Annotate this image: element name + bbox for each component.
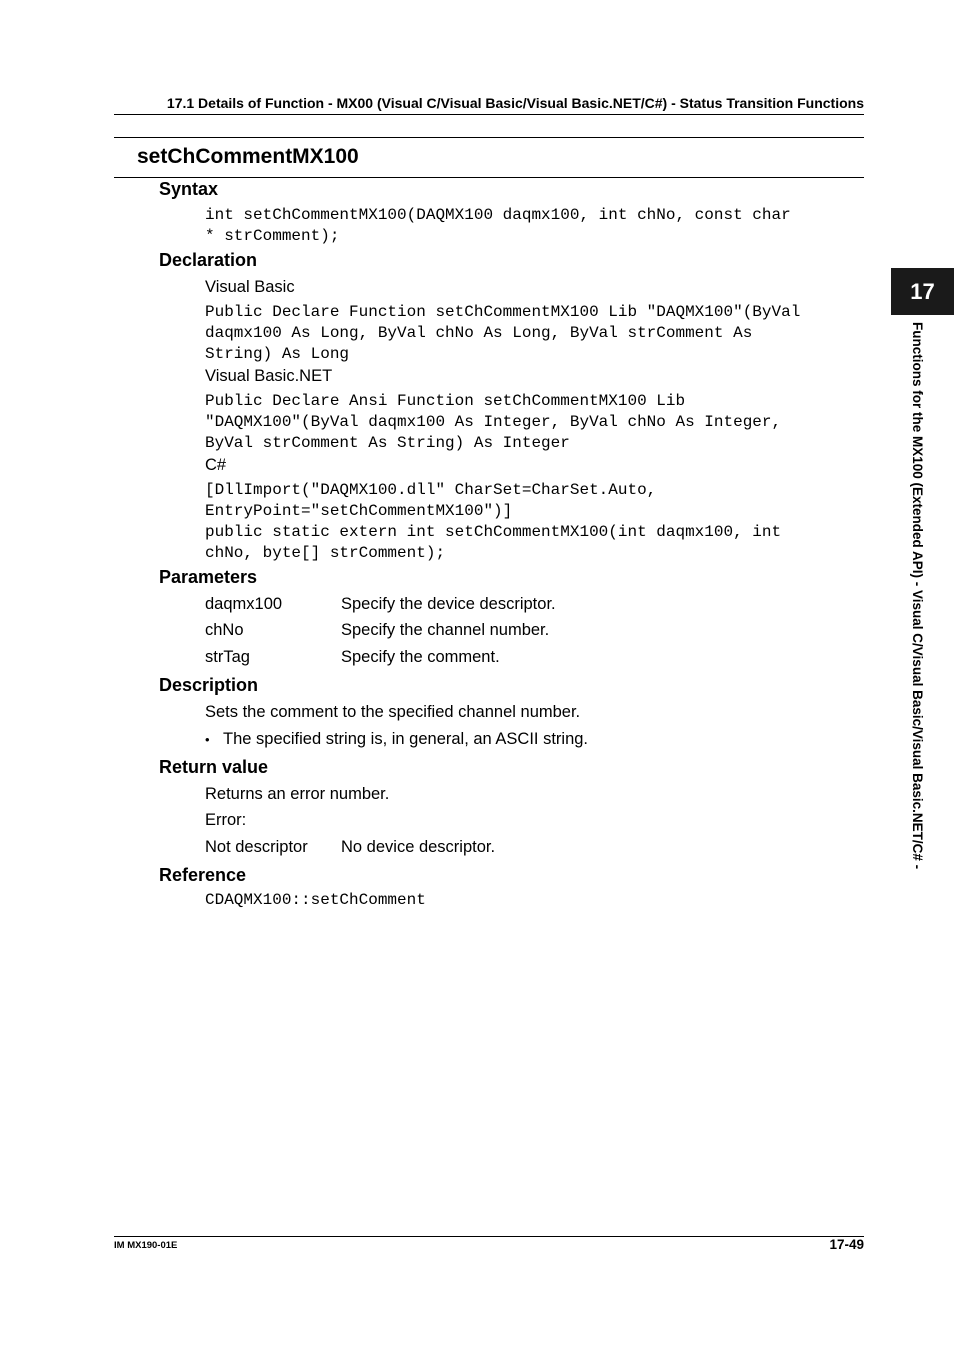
page-number: 17-49 — [829, 1237, 864, 1252]
description-text: Sets the comment to the specified channel number. — [205, 703, 581, 721]
page-title: setChCommentMX100 — [137, 145, 359, 168]
running-header: 17.1 Details of Function - MX00 (Visual C/Visual Basic/Visual Basic.NET/C#) - Status Transition Functions — [166, 95, 864, 111]
param-name: chNo — [205, 621, 244, 639]
return-text: Returns an error number. — [205, 785, 390, 803]
vbnet-code: Public Declare Ansi Function setChCommentMX100 Lib "DAQMX100"(ByVal daqmx100 As Integer, ByVal chNo As Integer, ByVal strComment As String) As Integer — [205, 392, 782, 452]
parameters-heading: Parameters — [159, 567, 258, 587]
chapter-tab: 17 — [891, 268, 954, 315]
vb-label: Visual Basic — [205, 278, 295, 296]
param-desc: Specify the device descriptor. — [341, 595, 556, 613]
return-heading: Return value — [159, 757, 269, 777]
reference-heading: Reference — [159, 865, 247, 885]
param-desc: Specify the channel number. — [341, 621, 550, 639]
chapter-side-title: Functions for the MX100 (Extended API) - Visual C/Visual Basic/Visual Basic.NET/C# - — [910, 322, 925, 870]
bullet-icon: • — [205, 732, 210, 747]
footer-rule — [114, 1236, 864, 1237]
error-name: Not descriptor — [205, 838, 308, 856]
description-heading: Description — [159, 675, 259, 695]
description-bullet: The specified string is, in general, an ASCII string. — [223, 730, 589, 748]
title-rule-top — [114, 137, 864, 138]
vb-code: Public Declare Function setChCommentMX100 Lib "DAQMX100"(ByVal daqmx100 As Long, ByVal chNo As Long, ByVal strComment As String) As Long — [205, 303, 801, 363]
vbnet-label: Visual Basic.NET — [205, 367, 333, 385]
syntax-code: int setChCommentMX100(DAQMX100 daqmx100, int chNo, const char * strComment); — [205, 206, 791, 245]
cs-code: [DllImport("DAQMX100.dll" CharSet=CharSet.Auto, EntryPoint="setChCommentMX100")] public static extern int setChCommentMX100(int daqmx100, int chNo, byte[] strComment); — [205, 481, 782, 562]
footer-doc-id: IM MX190-01E — [114, 1240, 178, 1251]
syntax-heading: Syntax — [159, 179, 219, 199]
param-name: daqmx100 — [205, 595, 283, 613]
error-label: Error: — [205, 811, 247, 829]
declaration-heading: Declaration — [159, 250, 258, 270]
error-desc: No device descriptor. — [341, 838, 496, 856]
title-rule-bottom — [114, 177, 864, 178]
header-rule — [114, 114, 864, 115]
cs-label: C# — [205, 456, 227, 474]
param-name: strTag — [205, 648, 250, 666]
param-desc: Specify the comment. — [341, 648, 500, 666]
reference-code: CDAQMX100::setChComment — [205, 891, 426, 909]
